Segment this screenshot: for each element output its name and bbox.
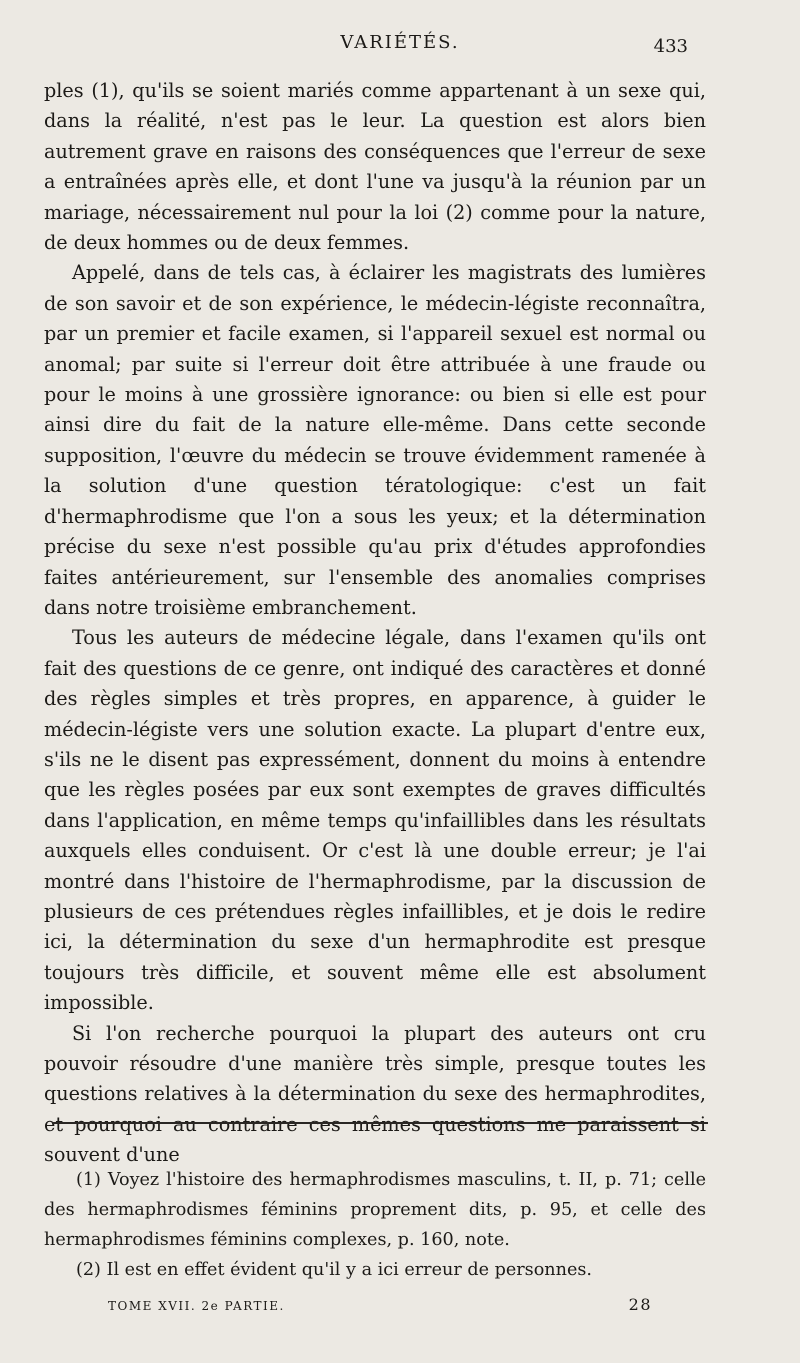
running-head	[0, 32, 800, 62]
signature-number: 28	[628, 1295, 652, 1314]
body-text	[44, 76, 706, 1171]
signature-label: TOME XVII. 2e PARTIE.	[108, 1299, 285, 1313]
footnote-rule	[52, 1122, 708, 1124]
paragraph: Appelé, dans de tels cas, à éclairer les magistrats des lumières de son savoir et de son expérience, le médecin-légiste reconnaîtra, par un premier et facile examen, si l'appareil sexuel est normal ou anomal; par suite si l'erreur doit être attribuée à une fraude ou pour le moins à une grossière ignorance: ou bien si elle est pour ainsi dire du fait de la nature elle-même. Dans cette seconde supposition, l'œuvre du médecin se trouve évidemment ramenée à la solution d'une question tératologique: c'est un fait d'hermaphrodisme que l'on a sous les yeux; et la détermination précise du sexe n'est possible qu'au prix d'études approfondies faites antérieurement, sur l'ensemble des anomalies comprises dans notre troisième embranchement.	[44, 261, 706, 619]
footnote: (2) Il est en effet évident qu'il y a ici erreur de personnes.	[76, 1260, 592, 1280]
page-number: 433	[653, 36, 688, 57]
footnote: (1) Voyez l'histoire des hermaphrodismes masculins, t. II, p. 71; celle des hermaphrodismes féminins proprement dits, p. 95, et celle des hermaphrodismes féminins complexes, p. 160, note.	[44, 1170, 706, 1250]
paragraph: Tous les auteurs de médecine légale, dans l'examen qu'ils ont fait des questions de ce genre, ont indiqué des caractères et donné des règles simples et très propres, en apparence, à guider le médecin-légiste vers une solution exacte. La plupart d'entre eux, s'ils ne le disent pas expressément, donnent du moins à entendre que les règles posées par eux sont exemptes de graves difficultés dans l'application, en même temps qu'infaillibles dans les résultats auxquels elles conduisent. Or c'est là une double erreur; je l'ai montré dans l'histoire de l'hermaphrodisme, par la discussion de plusieurs de ces prétendues règles infaillibles, et je dois le redire ici, la détermination du sexe d'un hermaphrodite est presque toujours très difficile, et souvent même elle est absolument impossible.	[44, 626, 706, 1015]
paragraph: Si l'on recherche pourquoi la plupart des auteurs ont cru pouvoir résoudre d'une manière très simple, presque toutes les questions relatives à la détermination du sexe des hermaphrodites, et pourquoi au contraire ces mêmes questions me paraissent si souvent d'une	[44, 1021, 706, 1167]
footnotes	[44, 1165, 706, 1285]
paragraph: ples (1), qu'ils se soient mariés comme appartenant à un sexe qui, dans la réalité, n'est pas le leur. La question est alors bien autrement grave en raisons des conséquences que l'erreur de sexe a entraînées après elle, et dont l'une va jusqu'à la réunion par un mariage, nécessairement nul pour la loi (2) comme pour la nature, de deux hommes ou de deux femmes.	[44, 79, 706, 255]
running-title: VARIÉTÉS.	[340, 32, 460, 53]
signature-line	[0, 1295, 800, 1319]
